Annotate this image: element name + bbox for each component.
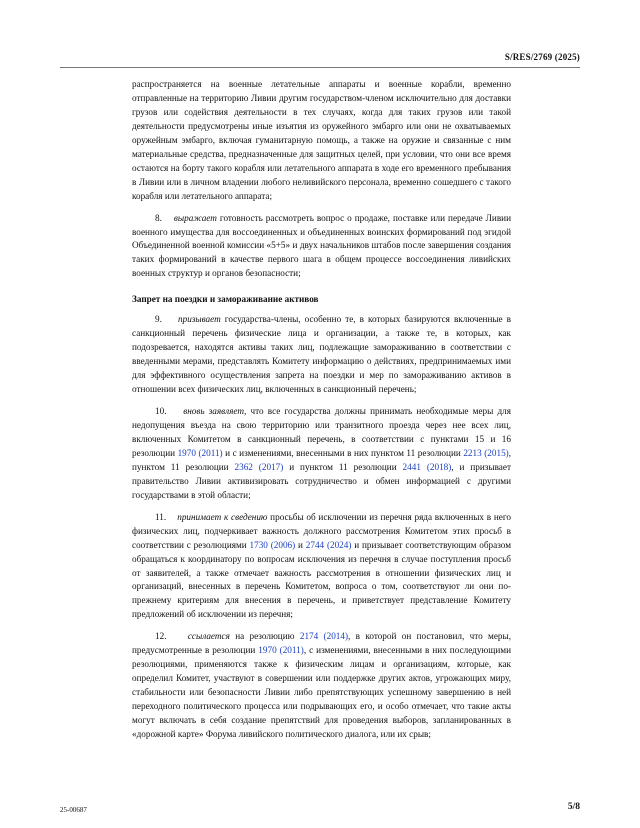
document-body	[132, 78, 511, 742]
paragraph-number: 8.	[155, 212, 162, 223]
paragraph-8	[132, 212, 511, 282]
page-number: 5/8	[567, 802, 580, 812]
operative-verb: призывает	[178, 314, 221, 325]
paragraph-text: , с изменениями, внесенными в них последующими резолюциями, применяются также к физическим лицам и организациям, которые, как определил Комитет, участвуют в совершении или поддержке других актов, угрожающих миру, стабильности или безопасности Ливии либо препятствующих успешному завершению в ней переходного политического процесса или подрывающих его, и особо отмечает, что такие акты могут включать в себя создание препятствий для проведения выборов, запланированных в «дорожной карте» Форума ливийского политического диалога, или их срыв;	[132, 645, 511, 739]
paragraph-text: и пунктом 11 резолюции	[283, 461, 403, 472]
paragraph-text: , и призывает правительство Ливии активизировать сотрудничество и обмен информацией с другими государствами в этой области;	[132, 461, 511, 500]
paragraph-text: , в которой он постановил, что меры, предусмотренные в резолюции	[132, 631, 511, 656]
operative-verb: ссылается	[187, 631, 230, 642]
paragraph-number: 11.	[155, 511, 167, 522]
paragraph-text: готовность рассмотреть вопрос о продаже, поставке или передаче Ливии военного имущества для воссоединенных и объединенных воинских формирований под эгидой Объединенной военной комиссии «5+5» и двух начальников штабов после завершения создания таких формирований в качестве первого шага в общем процессе воссоединения ливийских военных структур и органов безопасности;	[132, 212, 511, 279]
resolution-link[interactable]: 1730 (2006)	[249, 539, 296, 550]
operative-verb: принимает к сведению	[177, 511, 268, 522]
header-divider	[60, 67, 580, 68]
paragraph-text: просьбы об исключении из перечня ряда включенных в него физических лиц, подчеркивает важность должного рассмотрения Комитетом этих просьб в соответствии с резолюциями	[132, 511, 511, 550]
paragraph-text: государства-члены, особенно те, в которых базируются включенные в санкционный перечень физические лица и организации, а также те, в которых, как подозревается, находятся активы таких лиц, подлежащие замораживанию в соответствии с введенными мерами, представлять Комитету информацию о действиях, предпринимаемых ими для эффективного осуществления запрета на поездки и мер по замораживанию активов в отношении всех физических лиц, включенных в санкционный перечень;	[132, 314, 512, 395]
resolution-link[interactable]: 2744 (2024)	[305, 539, 352, 550]
document-code: 25-00687	[60, 806, 87, 814]
paragraph-intro-continued: распространяется на военные летательные аппараты и военные корабли, временно отправленные на территорию Ливии другим государством-членом исключительно для доставки грузов или содействия деятельности в тех случаях, когда для таких грузов или такой деятельности предусмотрены иные изъятия из оружейного эмбарго или они не охватываемых оружейным эмбарго, включая гуманитарную помощь, а также на оружие и связанные с ним материальные средства, предназначенные для защитных целей, при условии, что они все время остаются на борту такого корабля или летательного аппарата в ходе его временного пребывания в Ливии или в личном владении любого неливийского персонала, временно сошедшего с такого корабля или летательного аппарата;	[132, 79, 511, 201]
paragraph-text: , что все государства должны принимать необходимые меры для недопущения въезда на свою территорию или транзитного проезда через нее всех лиц, включенных Комитетом в санкционный перечень, в соответствии с пунктами 15 и 16 резолюции	[132, 406, 511, 458]
resolution-link[interactable]: 2213 (2015)	[463, 447, 509, 458]
document-symbol: S/RES/2769 (2025)	[504, 52, 580, 62]
paragraph-11	[132, 511, 511, 623]
paragraph-number: 9.	[155, 314, 162, 325]
paragraph-text: на резолюцию	[229, 631, 300, 642]
resolution-link[interactable]: 2174 (2014)	[299, 631, 349, 642]
section-heading: Запрет на поездки и замораживание активов	[132, 294, 319, 305]
paragraph-12	[132, 630, 511, 742]
operative-verb: выражает	[173, 212, 217, 223]
resolution-link[interactable]: 1970 (2011)	[258, 645, 304, 656]
paragraph-text: и с изменениями, внесенными в них пунктом 11 резолюции	[222, 447, 464, 458]
paragraph-number: 12.	[155, 631, 167, 642]
resolution-link[interactable]: 2441 (2018)	[402, 461, 452, 472]
paragraph-number: 10.	[155, 406, 167, 417]
operative-verb: вновь заявляет	[183, 406, 245, 417]
paragraph-10	[132, 405, 511, 503]
paragraph-text: и	[295, 539, 306, 550]
paragraph-text: , пунктом 11 резолюции	[132, 447, 512, 472]
resolution-link[interactable]: 1970 (2011)	[177, 447, 223, 458]
paragraph-text: и призывает соответствующим образом обращаться к координатору по вопросам исключения из перечня в случае поступления просьб от заявителей, а также отмечает важность рассмотрения в отношении физических лиц и организаций, внесенных в перечень Комитетом, вопроса о том, соответствуют ли они по-прежнему критериям для внесения в перечень, и приветствует представление Комитету предложений об исключении из перечня;	[132, 539, 512, 620]
paragraph-9	[132, 313, 511, 397]
resolution-link[interactable]: 2362 (2017)	[234, 461, 284, 472]
